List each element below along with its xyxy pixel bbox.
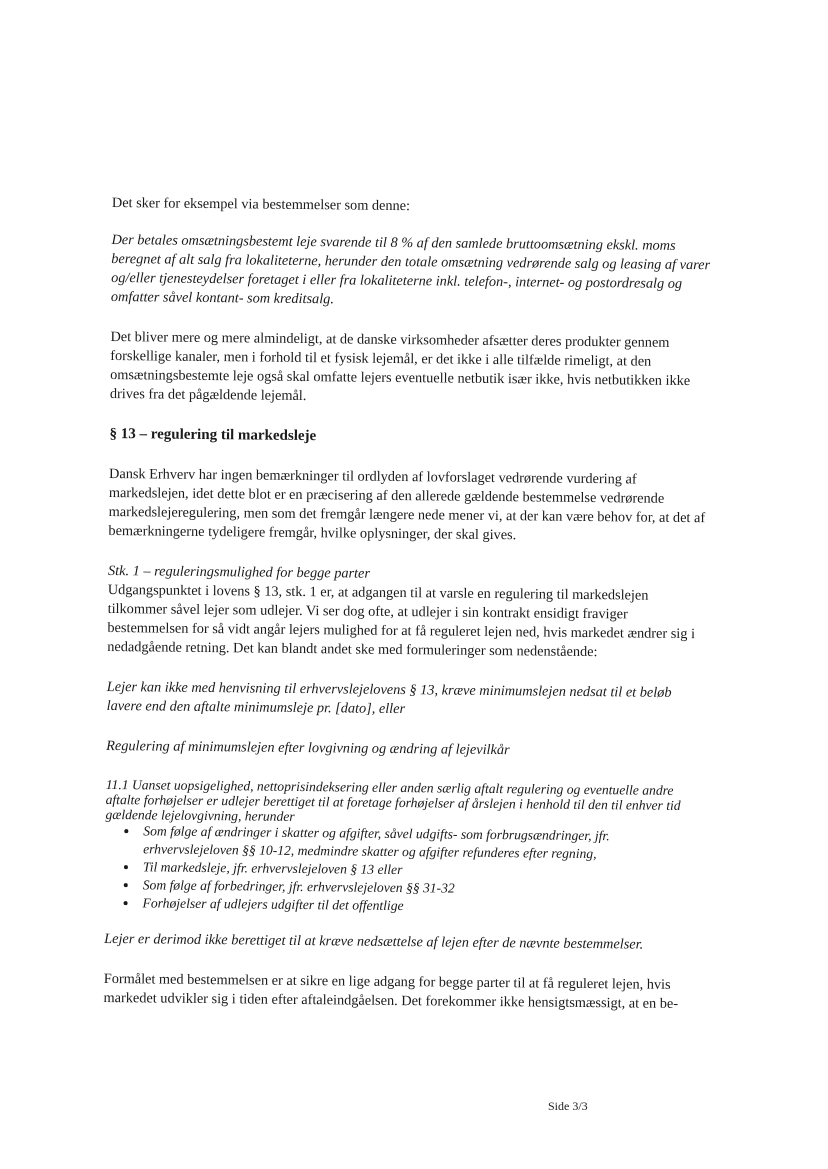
clause-11-1: 11.1 Uanset uopsigelighed, nettoprisindeksering eller anden særlig aftalt regulering og eventuelle andre aftalte forhøjelser er udlejer berettiget til at foretage forhøjelser af årslejen i henhold til den til enhver tid gældende lejelovgivning, herunder bbox=[105, 776, 681, 824]
list-item: • Forhøjelser af udlejers udgifter til det offentlige bbox=[138, 894, 704, 918]
section-13-heading: § 13 – regulering til markedsleje bbox=[109, 425, 317, 445]
document-body bbox=[103, 194, 711, 1014]
clause-bullet-list bbox=[104, 822, 705, 918]
list-item: • Som følge af forbedringer, jfr. erhvervslejeloven §§ 31-32 bbox=[139, 876, 705, 900]
page-number: Side 3/3 bbox=[548, 1099, 588, 1113]
derimod-quote: Lejer er derimod ikke berettiget til at kræve nedsættelse af lejen efter de nævnte bestemmelser. bbox=[104, 930, 644, 953]
intro-paragraph: Det sker for eksempel via bestemmelser som denne: bbox=[111, 194, 411, 215]
stk1-subheading: Stk. 1 – reguleringsmulighed for begge parter bbox=[107, 562, 371, 582]
list-item: • Til markedsleje, jfr. erhvervslejeloven § 13 eller bbox=[139, 858, 705, 882]
online-sales-paragraph: Det bliver mere og mere almindeligt, at de danske virksomheder afsætter deres produkter gennem forskellige kanaler, men i forhold til et fysisk lejemål, er det ikke i alle tilfælde rimeligt, at den omsætningsbestemte leje også skal omfatte lejers eventuelle netbutik især ikke, hvis netbutikken ikke drives fra det pågældende lejemål. bbox=[109, 328, 691, 405]
lejer-quote: Lejer kan ikke med henvisning til erhvervslejelovens § 13, kræve minimumslejen nedsat til et beløb lavere end den aftalte minimumsleje pr. [dato], eller bbox=[106, 678, 672, 718]
dansk-erhverv-paragraph: Dansk Erhverv har ingen bemærkninger til ordlyden af lovforslaget vedrørende vurdering af markedslejen, idet dette blot er en præcisering af den allerede gældende bestemmelse vedrørende markedslejeregulering, men som det fremgår længere nede mener vi, at der kan være behov for, at det af bemærkningerne tydeligere fremgår, hvilke oplysninger, der skal gives. bbox=[108, 465, 706, 544]
turnover-rent-quote: Der betales omsætningsbestemt leje svarende til 8 % af den samlede bruttoomsætning ekskl. moms beregnet af alt salg fra lokaliteterne, herunder den totale omsætning vedrørende salg og leasing af varer og/eller tjenesteydelser foretaget i eller fra lokaliteterne inkl. telefon-, internet- og postordresalg og omfatter såvel kontant- som kreditsalg. bbox=[110, 231, 711, 308]
formaal-paragraph: Formålet med bestemmelsen er at sikre en lige adgang for begge parter til at få reguleret lejen, hvis markedet udvikler sig i tiden efter aftaleindgåelsen. Det forekommer ikke hensigtsmæssigt, at en be- bbox=[103, 970, 679, 1012]
stk1-paragraph: Udgangspunktet i lovens § 13, stk. 1 er, at adgangen til at varsle en regulering til markedslejen tilkommer såvel lejer som udlejer. Vi ser dog ofte, at udlejer i sin kontrakt ensidigt fraviger bestemmelsen for så vidt angår lejers mulighed for at få reguleret lejen ned, hvis markedet ændrer sig i nedadgående retning. Det kan blandt andet ske med formuleringer som nedenstående: bbox=[107, 581, 696, 661]
list-item: • Som følge af ændringer i skatter og afgifter, såvel udgifts- som forbrugsændringer, jfr. erhvervslejeloven §§ 10-12, medmindre skatter og afgifter refunderes efter regning, bbox=[139, 822, 705, 864]
regulering-quote: Regulering af minimumslejen efter lovgivning og ændring af lejevilkår bbox=[106, 737, 510, 759]
